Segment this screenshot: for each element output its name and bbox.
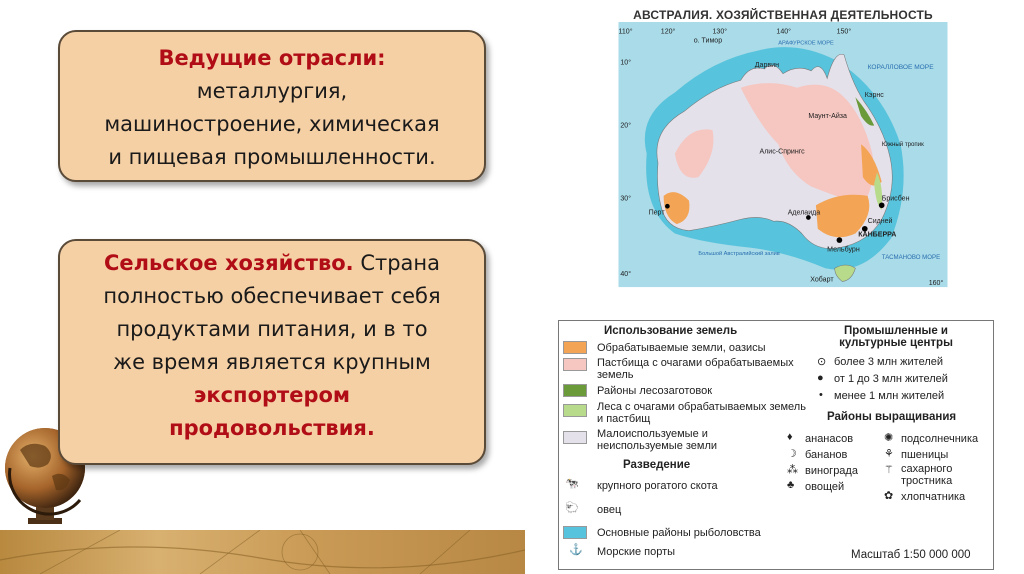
map-title: АВСТРАЛИЯ. ХОЗЯЙСТВЕННАЯ ДЕЯТЕЛЬНОСТЬ: [633, 8, 933, 22]
legend-swatch: [563, 404, 587, 417]
legend-text: овощей: [805, 481, 845, 493]
legend-text: винограда: [805, 465, 858, 477]
cattle-icon: 🐄: [565, 478, 579, 490]
industries-line: машиностроение, химическая: [104, 112, 440, 136]
coord-label: 160°: [928, 280, 944, 288]
coord-label: 130°: [712, 28, 728, 36]
map-label: Перт: [648, 209, 665, 217]
map-label: Маунт-Айза: [808, 112, 847, 120]
legend-swatch: [563, 358, 587, 371]
agriculture-line: же время является крупным: [113, 350, 431, 374]
coord-label: 30°: [620, 195, 632, 203]
crops-title: Районы выращивания: [827, 411, 957, 423]
legend-text: Леса с очагами обрабатываемых земель и пастбищ: [597, 401, 806, 425]
map-label: КОРАЛЛОВОЕ МОРЕ: [867, 64, 934, 71]
land-use-title: Использование земель: [604, 325, 738, 337]
agriculture-card: [58, 239, 486, 465]
anchor-icon: ⚓: [569, 544, 583, 556]
map-label: Хобарт: [810, 276, 834, 284]
legend-text: овец: [597, 504, 622, 516]
coord-label: 40°: [620, 270, 632, 278]
australia-map: [598, 22, 968, 304]
agriculture-line: продуктами питания, и в то: [116, 317, 428, 341]
coord-label: 20°: [620, 122, 632, 130]
map-label: Аделаида: [787, 209, 821, 217]
agriculture-highlight: продовольствия.: [169, 416, 375, 440]
industries-line: и пищевая промышленности.: [108, 145, 436, 169]
map-label: Большой Австралийский залив: [698, 251, 780, 258]
coord-label: 120°: [660, 28, 676, 36]
legend-text: от 1 до 3 млн жителей: [834, 373, 948, 385]
legend-text: подсолнечника: [901, 433, 979, 445]
map-legend: [558, 320, 994, 570]
sugarcane-icon: ⚚: [884, 464, 894, 476]
city-marker: [665, 204, 670, 209]
map-label: Южный тропик: [881, 141, 924, 149]
leading-industries-heading: Ведущие отрасли:: [158, 46, 386, 70]
map-label: АРАФУРСКОЕ МОРЕ: [778, 40, 834, 47]
legend-swatch: [563, 384, 587, 397]
legend-swatch: [563, 526, 587, 539]
industries-line: металлургия,: [196, 79, 348, 103]
map-label: Сидней: [867, 218, 893, 226]
banana-icon: ☽: [787, 448, 797, 460]
pineapple-icon: ♦: [787, 431, 793, 443]
map-label: КАНБЕРРА: [858, 231, 897, 239]
map-label: Кэрнс: [864, 92, 884, 100]
legend-text: более 3 млн жителей: [834, 356, 944, 368]
legend-text: хлопчатника: [901, 491, 966, 503]
agriculture-highlight: экспортером: [193, 383, 351, 407]
agriculture-line: полностью обеспечивает себя: [103, 284, 441, 308]
city-medium-icon: ●: [817, 372, 824, 384]
city-marker: [837, 237, 843, 243]
agriculture-text: Страна: [353, 251, 441, 275]
centers-title: Промышленные и культурные центры: [839, 325, 953, 349]
legend-text: Основные районы рыболовства: [597, 527, 761, 539]
map-label: Дарвин: [754, 62, 779, 70]
coord-label: 150°: [836, 28, 852, 36]
map-label: Мельбурн: [827, 246, 860, 254]
map-label: Брисбен: [881, 195, 910, 203]
map-label: Алис-Спрингс: [759, 148, 805, 156]
coord-label: 110°: [618, 28, 633, 36]
legend-text: пшеницы: [901, 449, 949, 461]
coord-label: 140°: [776, 28, 791, 36]
legend-text: бананов: [805, 449, 848, 461]
sheep-icon: 🐑: [565, 502, 579, 514]
city-large-icon: ⊙: [817, 356, 827, 368]
coord-label: 10°: [620, 59, 632, 67]
legend-text: Малоиспользуемые и неиспользуемые земли: [597, 428, 718, 452]
legend-text: менее 1 млн жителей: [834, 390, 945, 402]
city-small-icon: •: [819, 389, 823, 401]
sunflower-icon: ✺: [884, 432, 894, 444]
map-label: о. Тимор: [693, 37, 723, 45]
map-label: ТАСМАНОВО МОРЕ: [881, 253, 941, 261]
vegetable-icon: ♣: [787, 479, 795, 491]
legend-swatch: [563, 341, 587, 354]
legend-text: Морские порты: [597, 546, 676, 558]
city-marker: [879, 202, 885, 208]
legend-text: Обрабатываемые земли, оазисы: [597, 342, 766, 354]
wheat-icon: ⚘: [884, 448, 894, 460]
legend-text: ананасов: [805, 433, 854, 445]
cotton-icon: ✿: [884, 490, 894, 502]
legend-text: крупного рогатого скота: [597, 480, 718, 492]
agriculture-heading: Сельское хозяйство.: [103, 251, 354, 275]
map-scale: Масштаб 1:50 000 000: [851, 549, 971, 561]
agriculture-line: [60, 247, 484, 280]
legend-text: Пастбища с очагами обрабатываемых земель: [597, 357, 794, 381]
leading-industries-card: [58, 30, 486, 182]
legend-text: сахарного тростника: [901, 463, 953, 487]
breeding-title: Разведение: [623, 459, 691, 471]
legend-swatch: [563, 431, 587, 444]
legend-text: Районы лесозаготовок: [597, 385, 713, 397]
grape-icon: ⁂: [787, 464, 798, 476]
